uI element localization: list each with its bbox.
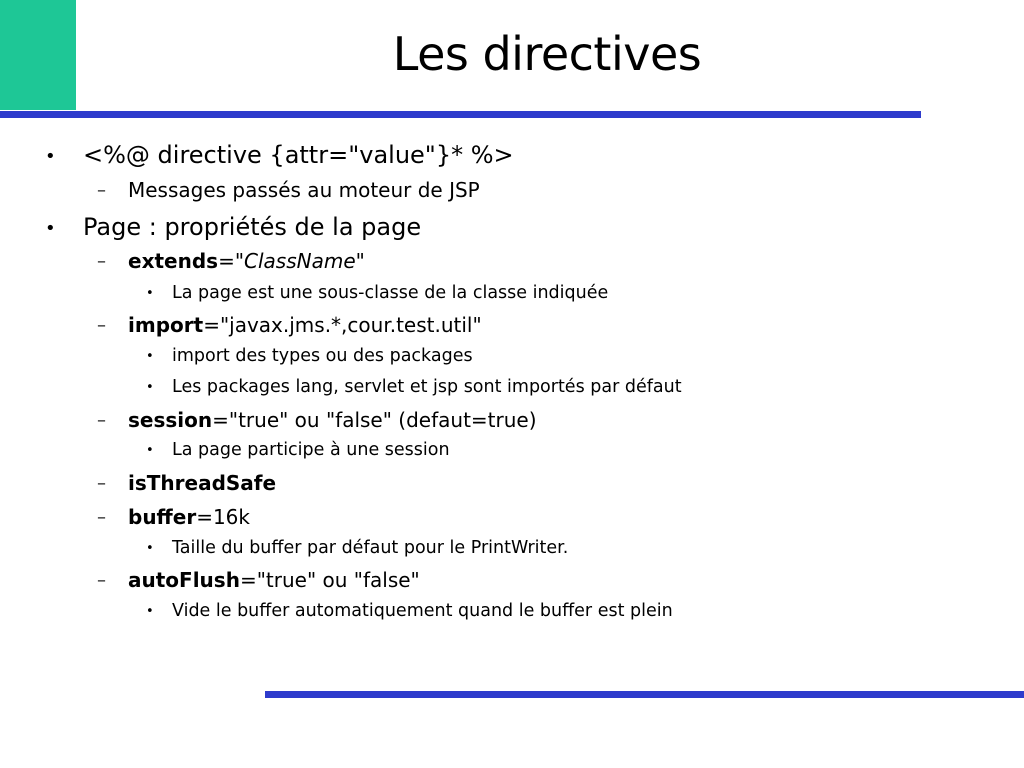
dash-marker: – xyxy=(97,180,106,201)
property-key: extends xyxy=(128,249,219,273)
bullet-marker: • xyxy=(146,541,154,556)
property-value: ="true" ou "false" (defaut=true) xyxy=(212,408,537,432)
dash-marker: – xyxy=(97,507,106,528)
detail-import-default: Les packages lang, servlet et jsp sont importés par défaut xyxy=(172,377,682,397)
property-session xyxy=(128,408,537,432)
dash-marker: – xyxy=(97,473,106,494)
detail-session: La page participe à une session xyxy=(172,440,450,460)
property-buffer xyxy=(128,505,250,529)
property-autoflush xyxy=(128,568,420,592)
slide-title: Les directives xyxy=(392,27,702,81)
subbullet-messages: Messages passés au moteur de JSP xyxy=(128,178,480,202)
detail-import-types: import des types ou des packages xyxy=(172,346,473,366)
property-key: buffer xyxy=(128,505,197,529)
property-key: import xyxy=(128,313,204,337)
detail-extends: La page est une sous-classe de la classe indiquée xyxy=(172,283,609,303)
property-value: ="javax.jms.*,cour.test.util" xyxy=(203,313,482,337)
dash-marker: – xyxy=(97,315,106,336)
property-isthreadsafe xyxy=(128,471,276,495)
bullet-marker: • xyxy=(146,349,154,364)
property-value: =" xyxy=(218,249,245,273)
detail-autoflush: Vide le buffer automatiquement quand le buffer est plein xyxy=(172,601,673,621)
bullet-marker: • xyxy=(45,146,56,167)
title-divider-rule xyxy=(0,111,921,118)
property-key: autoFlush xyxy=(128,568,240,592)
property-key: isThreadSafe xyxy=(128,471,277,495)
property-key: session xyxy=(128,408,213,432)
property-value: ="true" ou "false" xyxy=(239,568,420,592)
property-value: =16k xyxy=(196,505,250,529)
dash-marker: – xyxy=(97,570,106,591)
property-import xyxy=(128,313,482,337)
property-value-italic: ClassName" xyxy=(244,249,365,273)
dash-marker: – xyxy=(97,251,106,272)
bullet-marker: • xyxy=(146,380,154,395)
detail-buffer: Taille du buffer par défaut pour le PrintWriter. xyxy=(172,538,569,558)
bullet-page-properties: Page : propriétés de la page xyxy=(83,213,422,241)
dash-marker: – xyxy=(97,410,106,431)
bullet-marker: • xyxy=(146,286,154,301)
bullet-marker: • xyxy=(146,604,154,619)
bullet-marker: • xyxy=(146,443,154,458)
bullet-directive-syntax: <%@ directive {attr="value"}* %> xyxy=(83,141,514,169)
bullet-marker: • xyxy=(45,218,56,239)
property-extends xyxy=(128,249,365,273)
footer-divider-rule xyxy=(265,691,1024,698)
